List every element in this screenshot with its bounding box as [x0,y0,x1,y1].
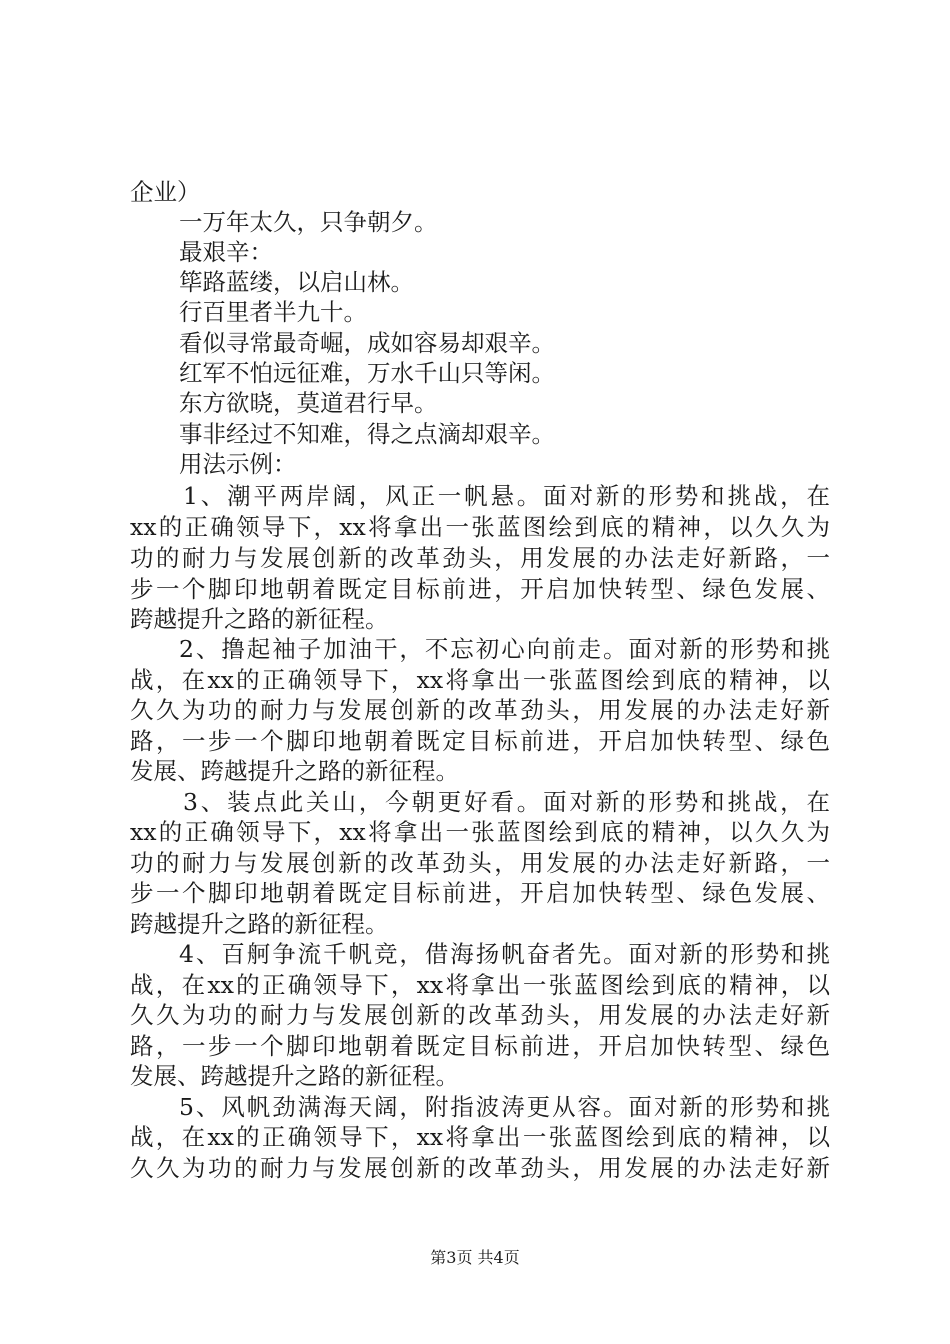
paragraph-line: 路，一步一个脚印地朝着既定目标前进，开启加快转型、绿色 [130,1032,830,1060]
text-line: 筚路蓝缕，以启山林。 [179,268,414,296]
text-line: 最艰辛： [179,238,273,266]
text-line: 东方欲晓，莫道君行早。 [179,389,438,417]
text-line: 一万年太久，只争朝夕。 [179,208,438,236]
paragraph-line: 功的耐力与发展创新的改革劲头，用发展的办法走好新路，一 [130,849,830,877]
paragraph-line: 久久为功的耐力与发展创新的改革劲头，用发展的办法走好新 [130,1001,830,1029]
paragraph-line: 步一个脚印地朝着既定目标前进，开启加快转型、绿色发展、 [130,575,830,603]
paragraph-line: 3、装点此关山，今朝更好看。面对新的形势和挑战，在 [183,788,830,816]
paragraph-line: 1、潮平两岸阔，风正一帆悬。面对新的形势和挑战，在 [183,482,830,510]
paragraph-line: 4、百舸争流千帆竞，借海扬帆奋者先。面对新的形势和挑 [179,940,830,968]
paragraph-line: 路，一步一个脚印地朝着既定目标前进，开启加快转型、绿色 [130,727,830,755]
paragraph-line: 久久为功的耐力与发展创新的改革劲头，用发展的办法走好新 [130,696,830,724]
paragraph-line: 2、撸起袖子加油干，不忘初心向前走。面对新的形势和挑 [179,635,830,663]
paragraph-line: 跨越提升之路的新征程。 [130,910,389,938]
text-line: 看似寻常最奇崛，成如容易却艰辛。 [179,329,555,357]
text-line: 行百里者半九十。 [179,298,367,326]
paragraph-line: 战，在xx的正确领导下，xx将拿出一张蓝图绘到底的精神，以 [130,666,830,694]
paragraph-line: 发展、跨越提升之路的新征程。 [130,1062,459,1090]
paragraph-line: 5、风帆劲满海天阔，附指波涛更从容。面对新的形势和挑 [179,1093,830,1121]
text-line: 用法示例： [179,450,297,478]
paragraph-line: 发展、跨越提升之路的新征程。 [130,757,459,785]
paragraph-line: 战，在xx的正确领导下，xx将拿出一张蓝图绘到底的精神，以 [130,1123,830,1151]
text-line: 事非经过不知难，得之点滴却艰辛。 [179,420,555,448]
paragraph-line: 久久为功的耐力与发展创新的改革劲头，用发展的办法走好新 [130,1154,830,1182]
paragraph-line: 功的耐力与发展创新的改革劲头，用发展的办法走好新路，一 [130,544,830,572]
paragraph-line: xx的正确领导下，xx将拿出一张蓝图绘到底的精神，以久久为 [130,818,830,846]
paragraph-line: 跨越提升之路的新征程。 [130,605,389,633]
paragraph-line: 步一个脚印地朝着既定目标前进，开启加快转型、绿色发展、 [130,879,830,907]
text-line: 红军不怕远征难，万水千山只等闲。 [179,359,555,387]
page-footer: 第3页 共4页 [430,1248,520,1267]
paragraph-line: xx的正确领导下，xx将拿出一张蓝图绘到底的精神，以久久为 [130,513,830,541]
paragraph-line: 战，在xx的正确领导下，xx将拿出一张蓝图绘到底的精神，以 [130,971,830,999]
text-line: 企业） [130,178,201,206]
